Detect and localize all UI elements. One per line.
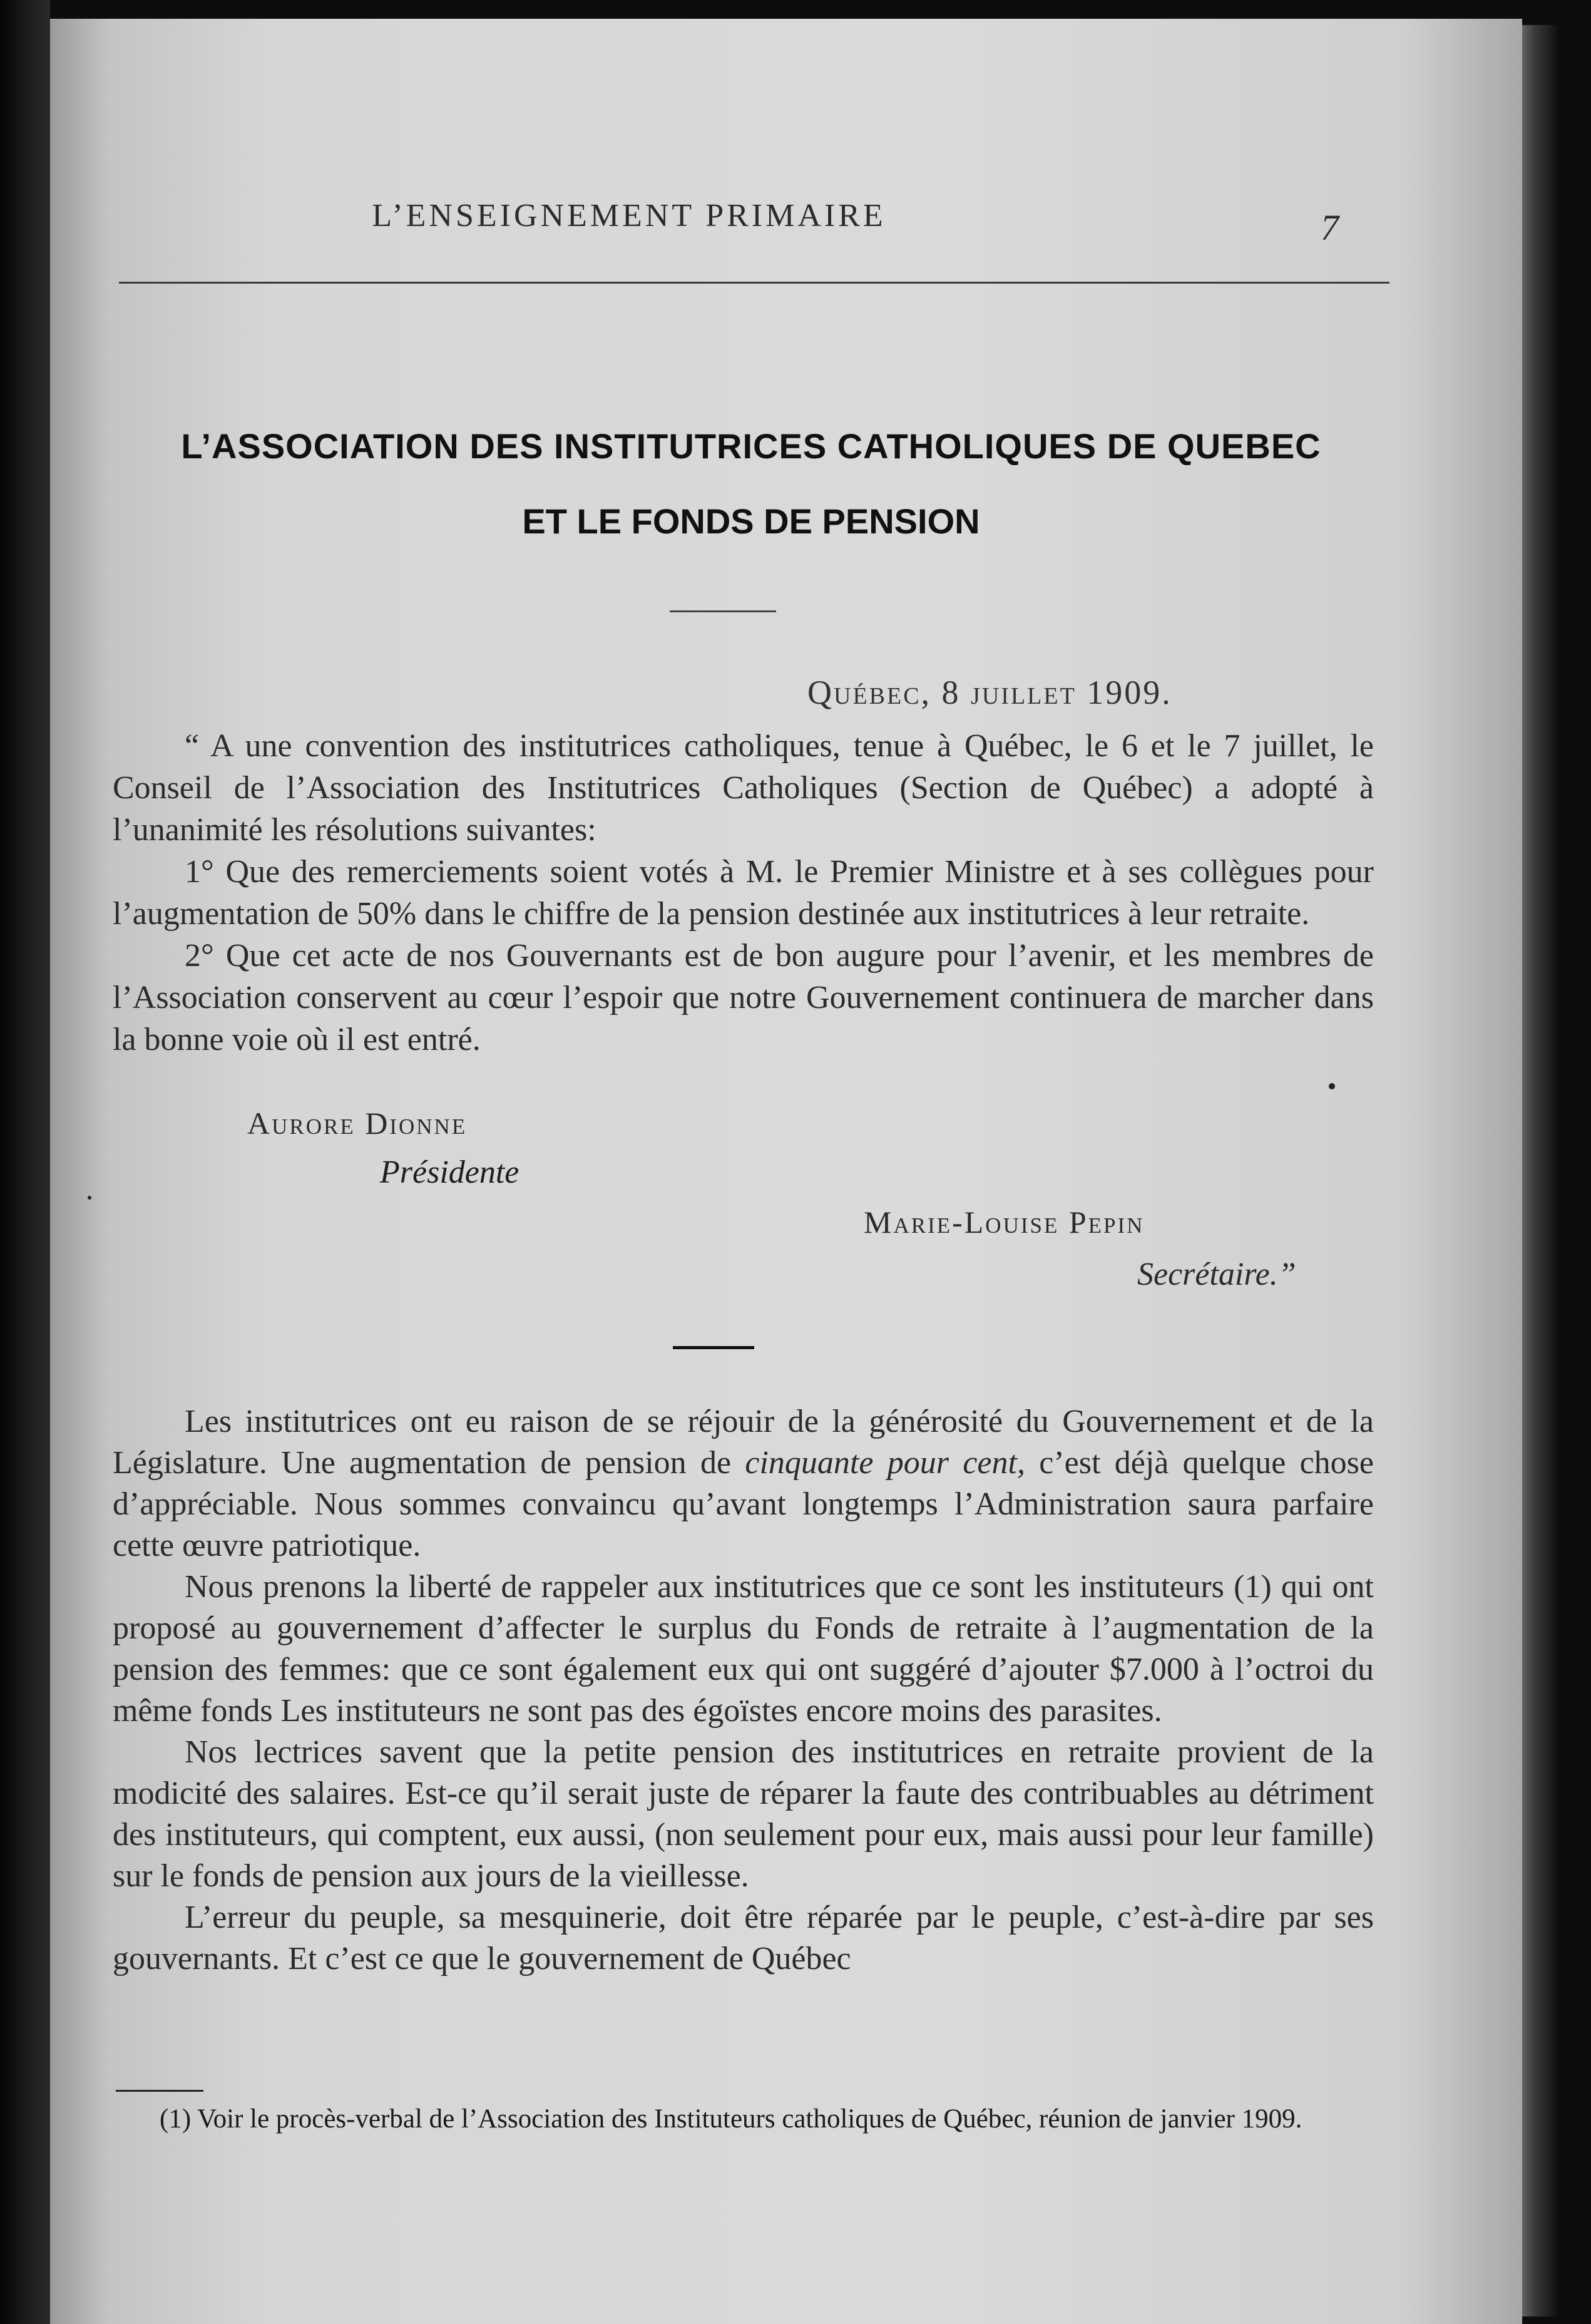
commentary-p1-start: Les institutrices ont eu raison de se réjouir de la générosité du Gouvernement et de la Législature. Une augmentation de pension de	[113, 1404, 1374, 1481]
commentary-p1-end: c’est déjà quelque chose d’appréciable. Nous sommes convaincu qu’avant longtemps l’Administration saura parfaire cette œuvre patriotique.	[113, 1445, 1374, 1563]
ink-speck	[1329, 1083, 1335, 1089]
article-title-line-2: ET LE FONDS DE PENSION	[522, 501, 980, 541]
section-separator	[673, 1346, 754, 1349]
document-page	[50, 19, 1522, 2324]
resolution-intro-paragraph: “ A une convention des institutrices catholiques, tenue à Québec, le 6 et le 7 juillet, le Conseil de l’Association des Institutrices Catholiques (Section de Québec) a adopté à l’unanimité les résolutions suivantes:	[113, 728, 1374, 848]
resolution-item-2: 2° Que cet acte de nos Gouvernants est de bon augure pour l’avenir, et les membres de l’Association conservent au cœur l’espoir que notre Gouvernement continuera de marcher dans la bonne voie où il est entré.	[113, 938, 1374, 1057]
article-title-line-1: L’ASSOCIATION DES INSTITUTRICES CATHOLIQUES DE QUEBEC	[181, 426, 1321, 466]
page-number: 7	[1321, 207, 1339, 248]
secretary-name: Marie-Louise Pepin	[864, 1205, 1145, 1240]
commentary-paragraph-2: Nous prenons la liberté de rappeler aux institutrices que ce sont les instituteurs (1) qui ont proposé au gouvernement d’affecter le surplus du Fonds de retraite à l’augmentation de la pension des femmes: que ce sont également eux qui ont suggéré d’ajouter $7.000 à l’octroi du même fonds Les instituteurs ne sont pas des égoïstes encore moins des parasites.	[113, 1569, 1374, 1729]
commentary-p1-emphasis: cinquante pour cent,	[745, 1445, 1025, 1481]
commentary-paragraph-4: L’erreur du peuple, sa mesquinerie, doit être réparée par le peuple, c’est-à-dire par ses gouvernants. Et c’est ce que le gouvernement de Québec	[113, 1900, 1374, 1977]
commentary-paragraph-1	[113, 1401, 1374, 1566]
header-rule	[119, 282, 1389, 284]
ink-speck	[88, 1196, 91, 1200]
scan-left-margin	[0, 0, 50, 2324]
dateline: Québec, 8 juillet 1909.	[807, 674, 1172, 711]
title-separator	[670, 610, 776, 612]
secretary-title: Secrétaire.”	[1137, 1257, 1296, 1292]
resolution-item-1: 1° Que des remerciements soient votés à M. le Premier Ministre et à ses collègues pour l’augmentation de 50% dans le chiffre de la pension destinée aux institutrices à leur retraite.	[113, 854, 1374, 932]
footnote-rule	[116, 2090, 203, 2092]
commentary-paragraph-3: Nos lectrices savent que la petite pension des institutrices en retraite provient de la modicité des salaires. Est-ce qu’il serait juste de réparer la faute des contribuables au détriment des instituteurs, qui comptent, eux aussi, (non seulement pour eux, mais aussi pour leur famille) sur le fonds de pension aux jours de la vieillesse.	[113, 1734, 1374, 1894]
running-header: L’ENSEIGNEMENT PRIMAIRE	[372, 198, 886, 234]
president-title: Présidente	[380, 1154, 519, 1190]
footnote-text: (1) Voir le procès-verbal de l’Association des Instituteurs catholiques de Québec, réunion de janvier 1909.	[160, 2104, 1302, 2134]
commentary-body	[113, 1401, 1374, 1980]
scan-right-edge	[1520, 25, 1557, 2316]
resolution-body	[113, 725, 1374, 1061]
president-name: Aurore Dionne	[247, 1106, 468, 1141]
footnote	[113, 2104, 1374, 2135]
